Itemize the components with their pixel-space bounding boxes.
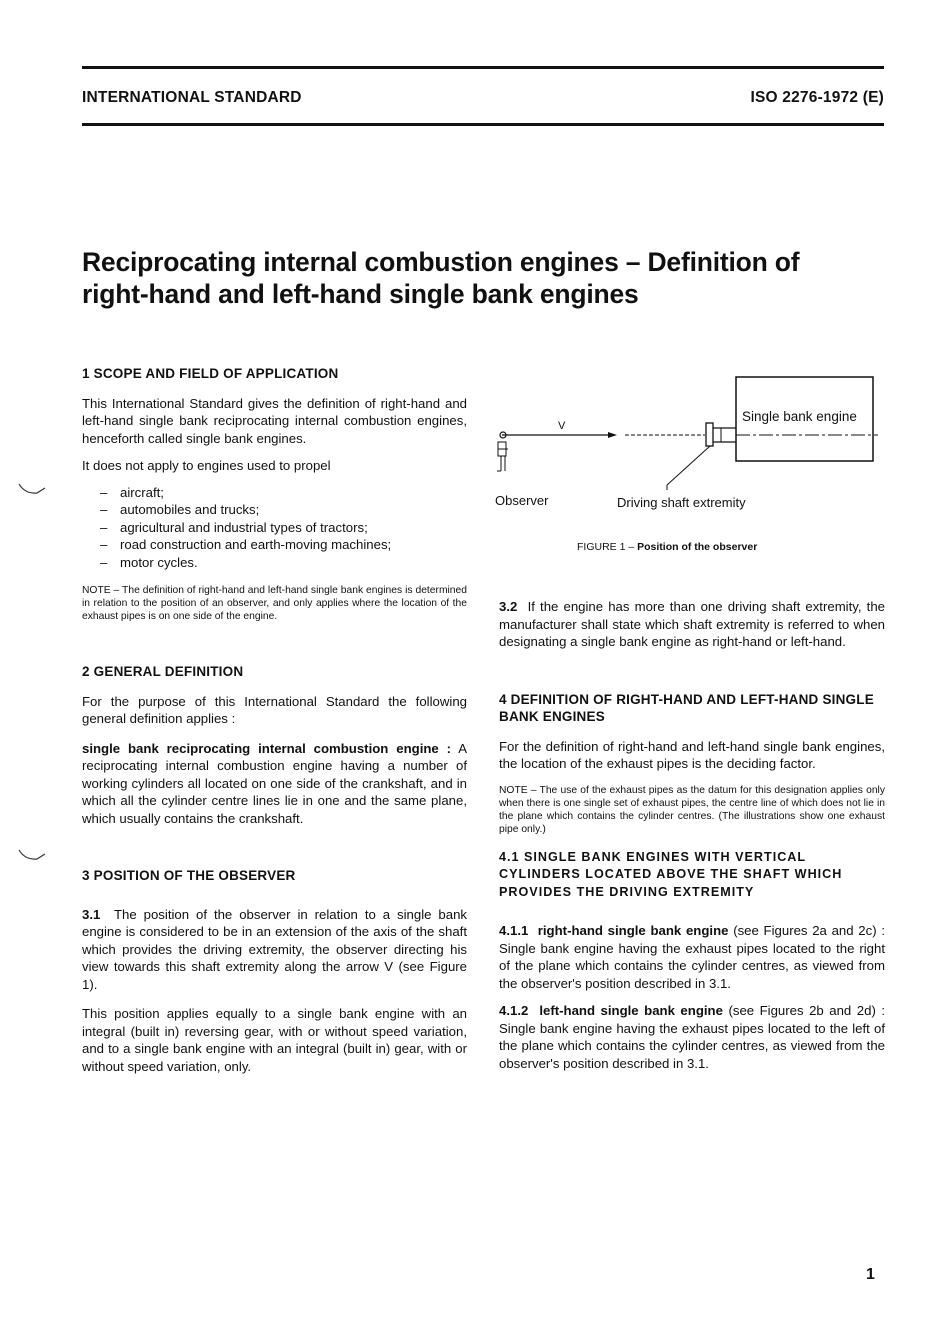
page-number: 1: [866, 1266, 875, 1283]
clause-number: 4.1.2: [499, 1003, 529, 1018]
observer-figure-icon: [497, 442, 508, 471]
clause-ref: (see Figures 2b and 2d) :: [728, 1003, 885, 1018]
clause-ref: (see Figures 2a and 2c) :: [733, 923, 886, 938]
coupling-flange: [706, 423, 713, 446]
leader-line: [667, 446, 710, 485]
caption-title: Position of the observer: [637, 541, 758, 553]
clause-number: 4.1.1: [499, 923, 529, 938]
exclusion-list: [82, 484, 467, 572]
caption-prefix: FIGURE 1 –: [577, 541, 638, 553]
section-1-paragraph-1: This International Standard gives the definition of right-hand and left-hand single bank reciprocating internal combustion engines, henceforth called single bank engines.: [82, 395, 467, 446]
observer-label: Observer: [495, 493, 549, 508]
subsection-4-1-heading: 4.1 SINGLE BANK ENGINES WITH VERTICAL CYLINDERS LOCATED ABOVE THE SHAFT WHICH PROVIDES THE DRIVING EXTREMITY: [499, 849, 843, 899]
section-1-note: NOTE – The definition of right-hand and left-hand single bank engines is determined in relation to the position of an observer, and only applies where the location of the exhaust pipes is on one side of the engine.: [82, 585, 467, 622]
clause-number: 3.2: [499, 599, 518, 614]
clause-text: Single bank engine having the exhaust pipes located to the right of the plane which contains the cylinder centres, as viewed from the observer's position described in 3.1.: [499, 940, 885, 991]
header-bottom-rule: [82, 123, 884, 126]
section-1-paragraph-2: It does not apply to engines used to propel: [82, 458, 331, 473]
shaft-label: Driving shaft extremity: [617, 495, 746, 510]
standard-number: ISO 2276-1972 (E): [750, 89, 884, 106]
section-2-paragraph-1: For the purpose of this International Standard the following general definition applies :: [82, 693, 467, 726]
clause-text: Single bank engine having the exhaust pipes located to the left of the plane which contains the cylinder centres, as viewed from the observer's position described in 3.1.: [499, 1020, 885, 1071]
document-type: INTERNATIONAL STANDARD: [82, 89, 302, 106]
right-column: [499, 598, 885, 1072]
title-line-2: right-hand and left-hand single bank engines: [82, 279, 639, 309]
list-item: – road construction and earth-moving machines;: [100, 536, 467, 554]
page-title: [82, 246, 882, 310]
section-2-heading: 2 GENERAL DEFINITION: [82, 664, 244, 679]
section-4-note: NOTE – The use of the exhaust pipes as the datum for this designation applies only when there is one single set of exhaust pipes, the centre line of which does not lie in the plane which contains the cylinder centres. (The illustrations show one exhaust pipe only.): [499, 784, 885, 835]
section-4-heading: 4 DEFINITION OF RIGHT-HAND AND LEFT-HAND SINGLE BANK ENGINES: [499, 691, 874, 724]
clause-term: right-hand single bank engine: [537, 923, 729, 938]
clause-3-1: [82, 906, 467, 994]
clause-4-1-2: [499, 1002, 885, 1072]
list-item: – aircraft;: [100, 484, 467, 502]
engine-label: Single bank engine: [742, 409, 857, 424]
definition-text: A reciprocating internal combustion engine having a number of working cylinders all located on one side of the crankshaft, and in which all the cylinder centre lines lie in one and the same plane, which usually contains the crankshaft.: [82, 740, 467, 826]
clause-text: The position of the observer in relation to a single bank engine is considered to be in an extension of the axis of the shaft which provides the driving extremity, the observer directing his view towards this shaft extremity along the arrow V (see Figure 1).: [82, 906, 467, 992]
clause-3-2: [499, 598, 885, 651]
section-2-definition: [82, 740, 467, 828]
left-column: [82, 365, 467, 1075]
clause-4-1-1: [499, 922, 885, 992]
binding-hole-mark: [17, 848, 47, 864]
section-4-paragraph-1: For the definition of right-hand and left-hand single bank engines, the location of the exhaust pipes is the deciding factor.: [499, 738, 885, 771]
definition-term: single bank reciprocating internal combustion engine :: [82, 740, 452, 756]
view-arrowhead: [608, 432, 617, 438]
section-1-heading: 1 SCOPE AND FIELD OF APPLICATION: [82, 366, 339, 381]
list-item: – motor cycles.: [100, 554, 467, 572]
list-item: – automobiles and trucks;: [100, 501, 467, 519]
title-line-1: Reciprocating internal combustion engines – Definition of: [82, 247, 800, 277]
list-item: – agricultural and industrial types of tractors;: [100, 519, 467, 537]
clause-number: 3.1: [82, 906, 101, 922]
header-top-rule: [82, 66, 884, 69]
section-3-heading: 3 POSITION OF THE OBSERVER: [82, 868, 296, 883]
figure-1-diagram: [490, 370, 890, 560]
clause-text: If the engine has more than one driving shaft extremity, the manufacturer shall state which shaft extremity is referred to when designating a single bank engine as right-hand or left-hand.: [499, 599, 885, 649]
binding-hole-mark: [17, 482, 47, 498]
clause-term: left-hand single bank engine: [539, 1003, 723, 1018]
clause-3-1-continued: This position applies equally to a single bank engine with an integral (built in) reversing gear, with or without speed variation, and to a single bank engine with an integral (built in) gear, with or without speed variation, only.: [82, 1006, 467, 1074]
arrow-label: V: [558, 420, 566, 432]
figure-1-caption: [577, 541, 757, 553]
